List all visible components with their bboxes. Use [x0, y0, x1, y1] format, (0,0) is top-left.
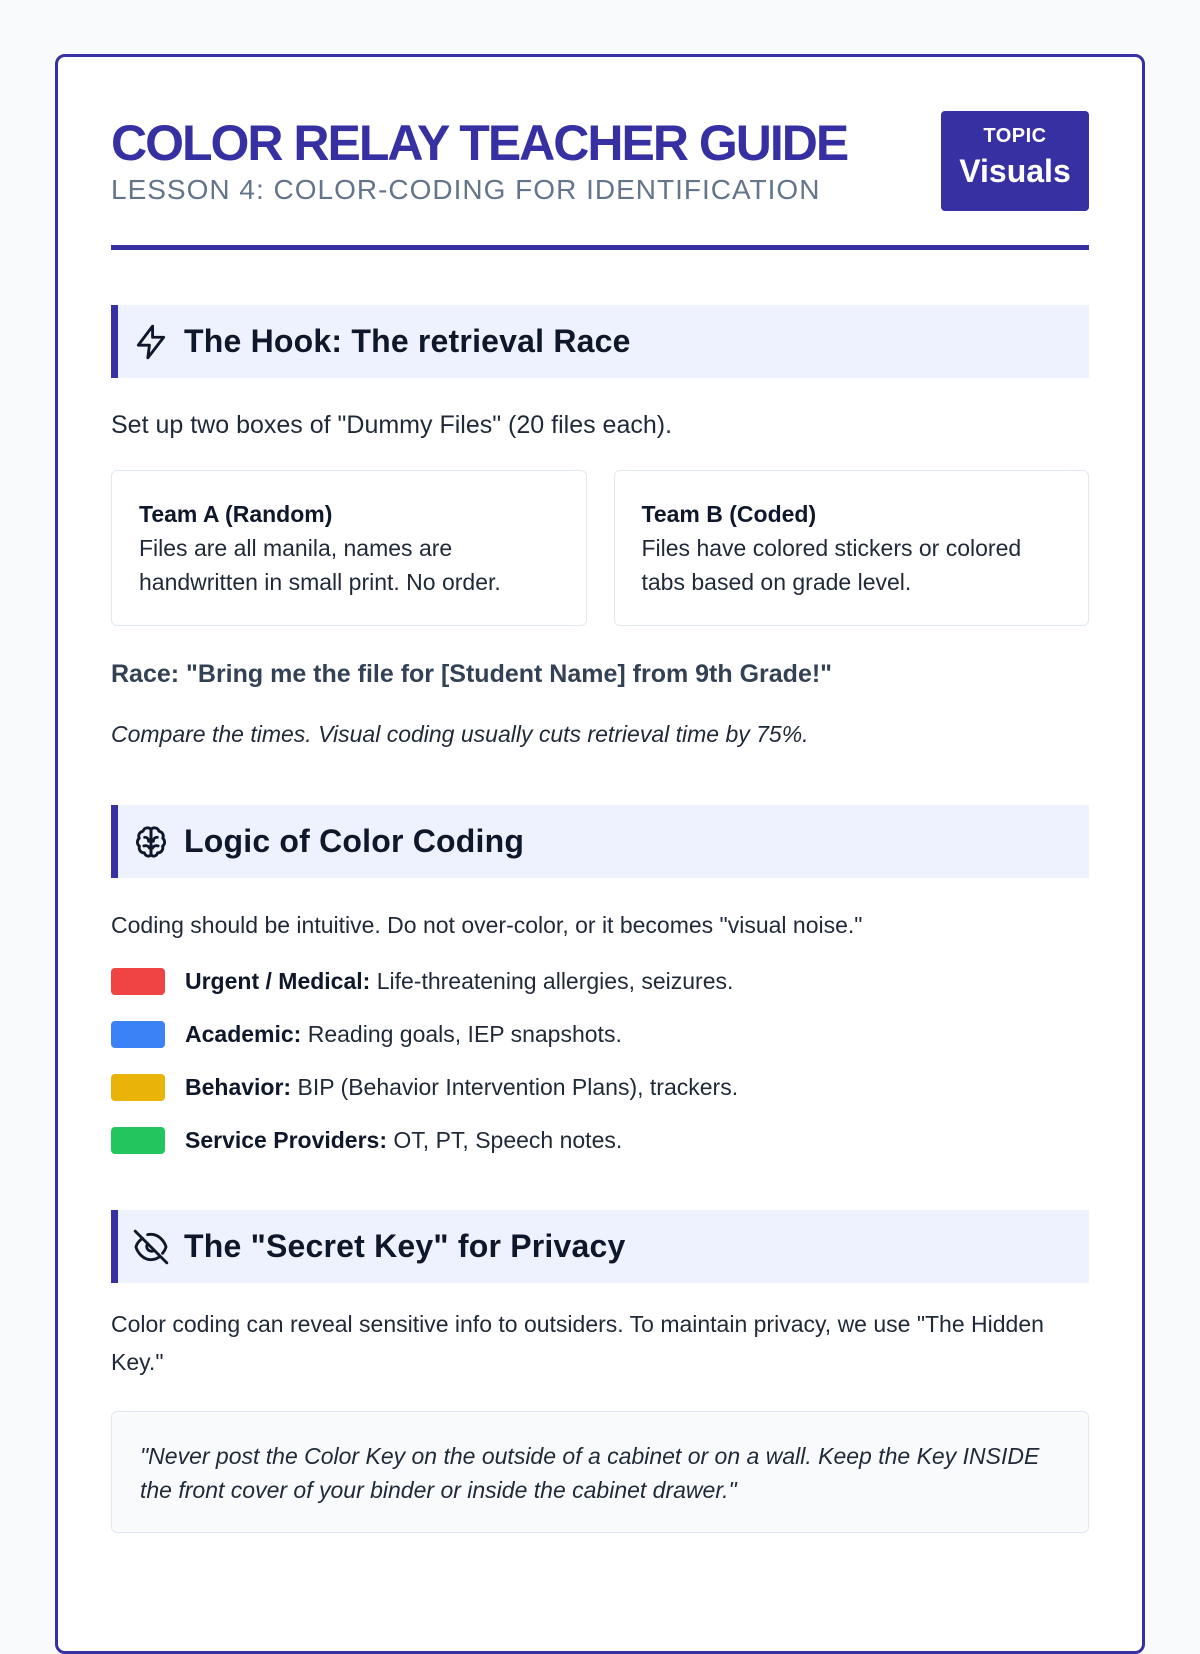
section-logic-header — [111, 805, 1089, 878]
topic-label: TOPIC — [983, 125, 1047, 147]
eye-off-icon — [132, 1228, 170, 1266]
team-a-name: Team A (Random) — [139, 501, 333, 527]
topic-value: Visuals — [959, 153, 1071, 189]
compare-note: Compare the times. Visual coding usually cuts retrieval time by 75%. — [111, 721, 809, 747]
legend-text — [185, 964, 733, 998]
legend-item-urgent — [111, 964, 1089, 998]
logic-intro-text: Coding should be intuitive. Do not over-color, or it becomes "visual noise." — [111, 912, 863, 938]
section-hook-title: The Hook: The retrieval Race — [184, 323, 631, 359]
page-subtitle: LESSON 4: COLOR-CODING FOR IDENTIFICATION — [111, 174, 821, 205]
legend-item-academic — [111, 1017, 1089, 1051]
legend-text — [185, 1123, 622, 1157]
color-legend — [111, 964, 1089, 1157]
legend-label: Behavior: — [185, 1074, 292, 1100]
privacy-intro-text: Color coding can reveal sensitive info to outsiders. To maintain privacy, we use "The Hidden Key." — [111, 1311, 1044, 1375]
legend-label: Service Providers: — [185, 1127, 388, 1153]
team-b-description: Files have colored stickers or colored tabs based on grade level. — [641, 535, 1022, 595]
legend-description: OT, PT, Speech notes. — [393, 1127, 623, 1153]
lightning-icon — [132, 323, 170, 361]
legend-text — [185, 1070, 738, 1104]
section-privacy-header — [111, 1210, 1089, 1283]
section-privacy-title: The "Secret Key" for Privacy — [184, 1228, 626, 1264]
legend-item-behavior — [111, 1070, 1089, 1104]
brain-icon — [132, 823, 170, 861]
swatch-green — [111, 1127, 165, 1154]
guide-header — [111, 57, 1089, 250]
legend-item-service — [111, 1123, 1089, 1157]
legend-description: Reading goals, IEP snapshots. — [307, 1021, 622, 1047]
guide-card — [55, 54, 1145, 1654]
race-prompt: Race: "Bring me the file for [Student Name] from 9th Grade!" — [111, 660, 833, 688]
section-logic-title: Logic of Color Coding — [184, 823, 525, 859]
team-b-name: Team B (Coded) — [641, 501, 817, 527]
privacy-quote: "Never post the Color Key on the outside of a cabinet or on a wall. Keep the Key INSIDE the front cover of your binder or inside the cabinet drawer." — [111, 1411, 1089, 1533]
team-b-card — [614, 470, 1090, 626]
swatch-red — [111, 968, 165, 995]
team-a-description: Files are all manila, names are handwritten in small print. No order. — [139, 535, 501, 595]
team-cards — [111, 470, 1089, 626]
legend-description: BIP (Behavior Intervention Plans), trackers. — [297, 1074, 739, 1100]
legend-description: Life-threatening allergies, seizures. — [376, 968, 734, 994]
page-title: COLOR RELAY TEACHER GUIDE — [111, 115, 848, 171]
swatch-blue — [111, 1021, 165, 1048]
legend-text — [185, 1017, 622, 1051]
legend-label: Urgent / Medical: — [185, 968, 371, 994]
team-a-card — [111, 470, 587, 626]
section-hook-header — [111, 305, 1089, 378]
hook-setup-text: Set up two boxes of "Dummy Files" (20 files each). — [111, 411, 673, 439]
legend-label: Academic: — [185, 1021, 302, 1047]
swatch-yellow — [111, 1074, 165, 1101]
topic-badge — [941, 111, 1089, 211]
